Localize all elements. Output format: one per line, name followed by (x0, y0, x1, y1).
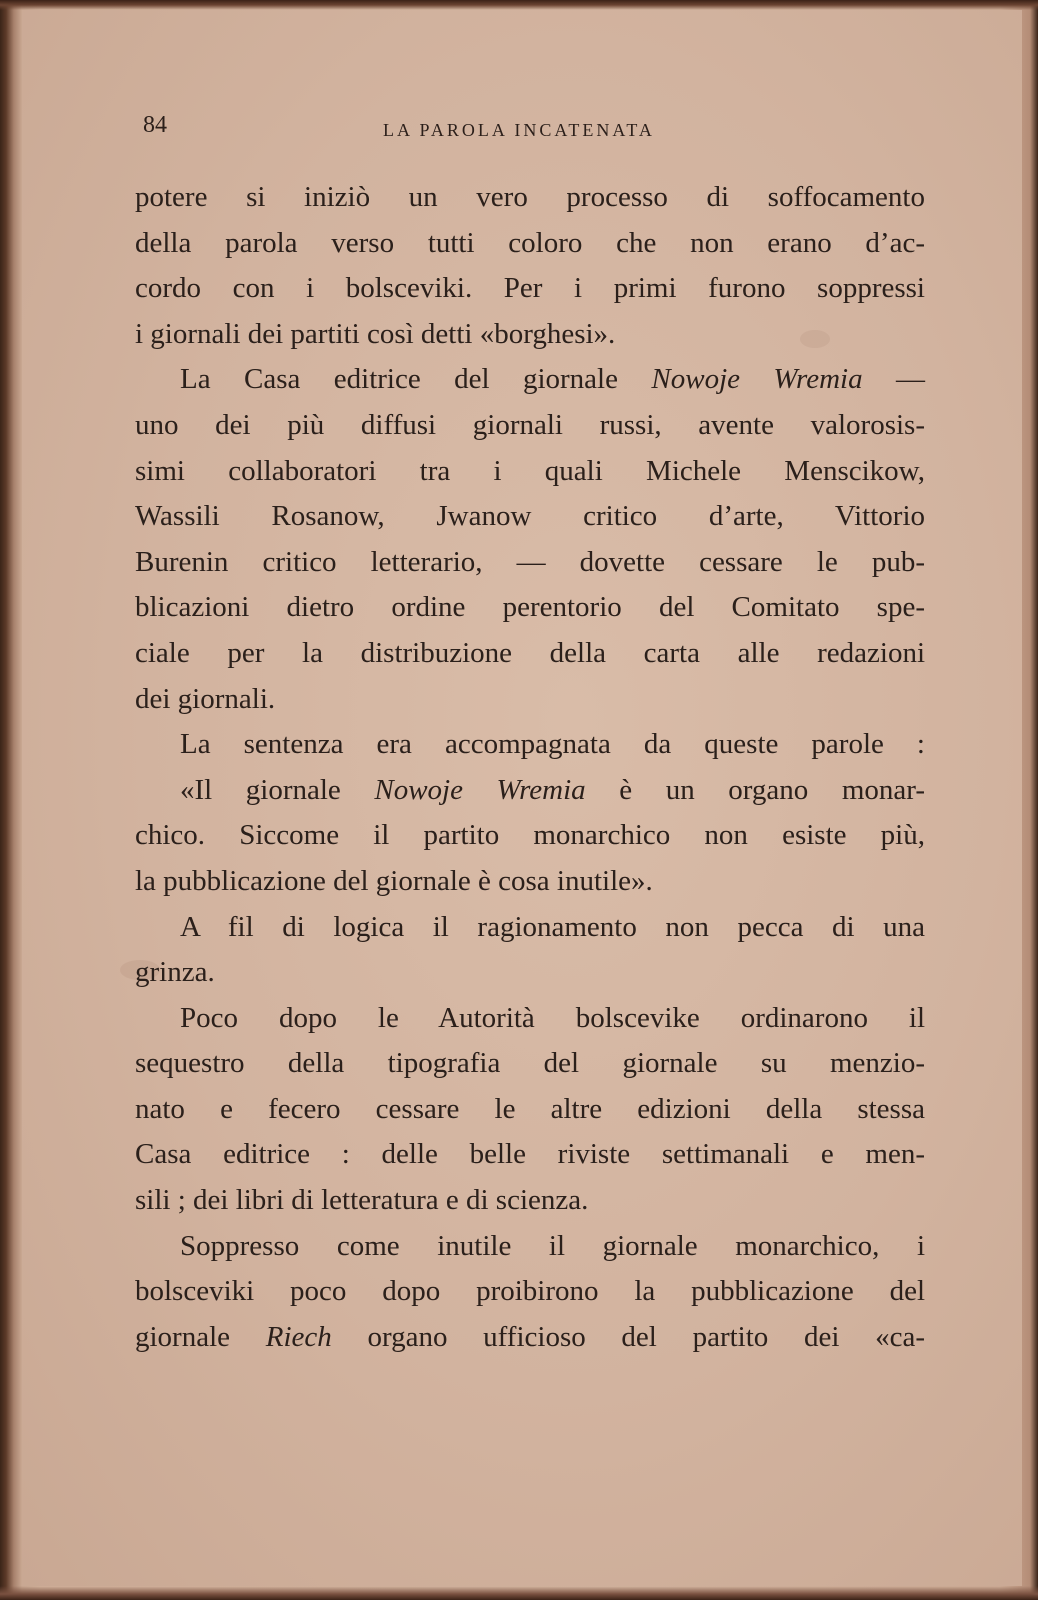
text-line: Burenin critico letterario, — dovette cessare le pub- (135, 545, 925, 578)
text-line: dei giornali. (135, 682, 276, 715)
text-line: uno dei più diffusi giornali russi, avente valorosis- (135, 408, 925, 441)
text-line: ciale per la distribuzione della carta alle redazioni (135, 636, 925, 669)
bottom-binding-edge (0, 1586, 1038, 1600)
text-segment: La Casa editrice del giornale (180, 363, 652, 396)
italic-title: Nowoje Wremia (374, 773, 586, 806)
running-title: LA PAROLA INCATENATA (383, 120, 655, 140)
text-line: chico. Siccome il partito monarchico non esiste più, (135, 819, 925, 852)
text-line: potere si iniziò un vero processo di soffocamento (135, 181, 925, 213)
text-line: cordo con i bolsceviki. Per i primi furono soppressi (135, 272, 925, 305)
text-line (135, 768, 925, 814)
text-line: A fil di logica il ragionamento non pecca di una (180, 910, 925, 943)
text-line: bolsceviki poco dopo proibirono la pubblicazione del (135, 1275, 925, 1308)
page-number: 84 (143, 112, 167, 138)
text-segment: — (862, 363, 925, 396)
text-segment: «Il giornale (180, 773, 375, 806)
text-line: Poco dopo le Autorità bolscevike ordinarono il (180, 1001, 925, 1034)
italic-title: Riech (265, 1320, 332, 1353)
text-line: nato e fecero cessare le altre edizioni della stessa (135, 1092, 925, 1125)
text-line: sequestro della tipografia del giornale su menzio- (135, 1047, 925, 1080)
text-line: simi collaboratori tra i quali Michele Menscikow, (135, 454, 925, 487)
text-segment: organo ufficioso del partito dei «ca- (331, 1320, 926, 1353)
text-line: sili ; dei libri di letteratura e di scienza. (135, 1184, 589, 1217)
top-binding-edge (0, 0, 1038, 10)
text-line: i giornali dei partiti così detti «borghesi». (135, 317, 616, 350)
text-line (135, 357, 925, 403)
text-line: blicazioni dietro ordine perentorio del Comitato spe- (135, 591, 925, 624)
text-line: grinza. (135, 956, 215, 989)
text-line: Wassili Rosanow, Jwanow critico d’arte, Vittorio (135, 500, 925, 533)
text-segment: è un organo monar- (585, 773, 925, 806)
text-line: La sentenza era accompagnata da queste parole : (180, 728, 925, 761)
italic-title: Nowoje Wremia (651, 363, 863, 396)
body-text (135, 175, 925, 1360)
text-line (135, 1315, 925, 1361)
running-head (143, 112, 923, 152)
text-line: la pubblicazione del giornale è cosa inutile». (135, 864, 653, 897)
text-segment: giornale (135, 1320, 266, 1353)
text-line: Casa editrice : delle belle riviste settimanali e men- (135, 1138, 925, 1171)
text-line: Soppresso come inutile il giornale monarchico, i (180, 1229, 925, 1262)
text-line: della parola verso tutti coloro che non erano d’ac- (135, 226, 925, 259)
